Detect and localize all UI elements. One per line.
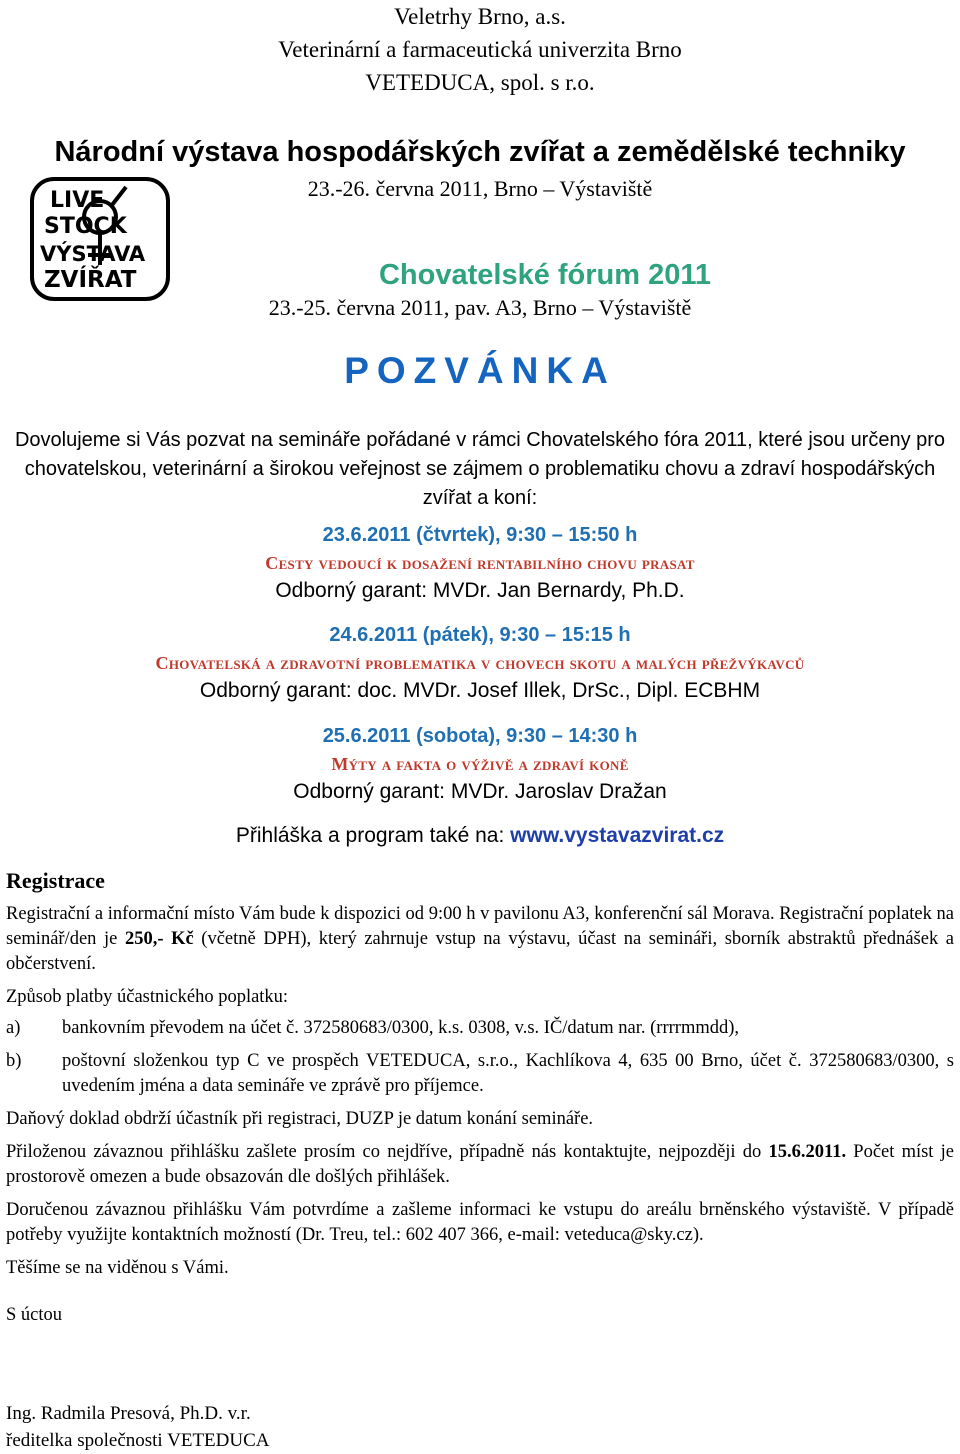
- exhibition-dates: 23.-26. června 2011, Brno – Výstaviště: [307, 176, 653, 201]
- seminar-guarantor: Odborný garant: MVDr. Jan Bernardy, Ph.D.: [275, 579, 685, 602]
- seminar-2: [0, 620, 960, 706]
- registration-place: Registrační a informační místo Vám bude k dispozici od 9:00 h v pavilonu A3, konferenční sál Morava.: [6, 904, 775, 924]
- svg-text:ZVÍŘAT: ZVÍŘAT: [44, 267, 137, 293]
- registration-paragraph: [6, 902, 954, 977]
- seminar-topic: Mýty a fakta o výživě a zdraví koně: [331, 754, 629, 774]
- payment-option-b: [6, 1049, 954, 1099]
- payment-option-a: [6, 1016, 954, 1041]
- list-label: b): [6, 1051, 22, 1071]
- intro-text: Dovolujeme si Vás pozvat na semináře pořádané v rámci Chovatelského fóra 2011, které jsou určeny pro chovatelskou, veterinární a širokou veřejnost se zájmem o problematiku chovu a zdraví hospodářských zvířat a koní:: [14, 429, 946, 509]
- signup-label: Přihláška a program také na:: [235, 824, 511, 847]
- svg-text:STOCK: STOCK: [44, 214, 127, 239]
- deadline-date: 15.6.2011.: [768, 1142, 847, 1162]
- seminar-date: 24.6.2011 (pátek), 9:30 – 15:15 h: [329, 624, 631, 646]
- registration-body: [6, 902, 954, 1336]
- event-title: Národní výstava hospodářských zvířat a zemědělské techniky: [54, 136, 906, 168]
- svg-text:VÝSTAVA: VÝSTAVA: [40, 242, 146, 266]
- signature: [6, 1400, 270, 1454]
- tax-note: Daňový doklad obdrží účastník při registraci, DUZP je datum konání semináře.: [6, 1109, 594, 1129]
- invitation-title: POZVÁNKA: [344, 350, 616, 391]
- fee-amount: 250,- Kč: [124, 929, 194, 949]
- seminar-guarantor: Odborný garant: doc. MVDr. Josef Illek, DrSc., Dipl. ECBHM: [199, 679, 761, 702]
- seminar-guarantor: Odborný garant: MVDr. Jaroslav Dražan: [293, 780, 667, 803]
- fee-intro: Registrační poplatek na seminář/den je: [6, 904, 954, 949]
- seminar-date: 25.6.2011 (sobota), 9:30 – 14:30 h: [322, 725, 638, 747]
- seminar-date: 23.6.2011 (čtvrtek), 9:30 – 15:50 h: [322, 524, 638, 546]
- closing-line: Těšíme se na viděnou s Vámi.: [6, 1258, 229, 1278]
- signature-name: Ing. Radmila Presová, Ph.D. v.r.: [6, 1403, 251, 1424]
- seminar-3: [0, 721, 960, 807]
- seminar-topic: Cesty vedoucí k dosažení rentabilního chovu prasat: [265, 553, 695, 573]
- regards-line: S úctou: [6, 1305, 63, 1325]
- list-text: bankovním převodem na účet č. 372580683/0300, k.s. 0308, v.s. IČ/datum nar. (rrrrmmdd),: [62, 1018, 740, 1038]
- list-text: poštovní složenkou typ C ve prospěch VETEDUCA, s.r.o., Kachlíkova 4, 635 00 Brno, účet č. 372580683/0300, s uvedením jména a data semináře ve zprávě pro příjemce.: [62, 1051, 954, 1096]
- list-label: a): [6, 1018, 21, 1038]
- send-note-text: Přiloženou závaznou přihlášku zašlete prosím co nejdříve, případně nás kontaktujte, nejpozději do: [6, 1142, 769, 1162]
- send-note-capacity: Počet míst je prostorově omezen a bude obsazován dle došlých přihlášek.: [6, 1142, 954, 1187]
- forum-dates: 23.-25. června 2011, pav. A3, Brno – Výstaviště: [268, 295, 692, 320]
- organizer-line: Veterinární a farmaceutická univerzita Brno: [278, 37, 682, 62]
- organizer-line: Veletrhy Brno, a.s.: [394, 4, 566, 29]
- send-note: [6, 1140, 954, 1190]
- registration-heading: Registrace: [6, 868, 105, 893]
- signature-role: ředitelka společnosti VETEDUCA: [6, 1430, 270, 1451]
- seminar-1: [0, 520, 960, 606]
- website-link[interactable]: www.vystavazvirat.cz: [510, 824, 725, 847]
- organizer-line: VETEDUCA, spol. s r.o.: [365, 70, 595, 95]
- signup-line: [0, 824, 960, 848]
- organizers: [0, 0, 960, 99]
- seminar-topic: Chovatelská a zdravotní problematika v chovech skotu a malých přežvýkavců: [155, 653, 805, 673]
- fee-details: (včetně DPH), který zahrnuje vstup na výstavu, účast na semináři, sborník abstraktů přednášek a občerstvení.: [6, 929, 955, 974]
- payment-heading: Způsob platby účastnického poplatku:: [6, 987, 289, 1007]
- forum-title: Chovatelské fórum 2011: [378, 259, 712, 291]
- confirmation-note: Doručenou závaznou přihlášku Vám potvrdíme a zašleme informaci ke vstupu do areálu brněnského výstaviště. V případě potřeby využijte kontaktních možností (Dr. Treu, tel.: 602 407 366, e-mail: veteduca@sky.cz).: [6, 1200, 954, 1245]
- svg-text:LIVE: LIVE: [50, 188, 105, 213]
